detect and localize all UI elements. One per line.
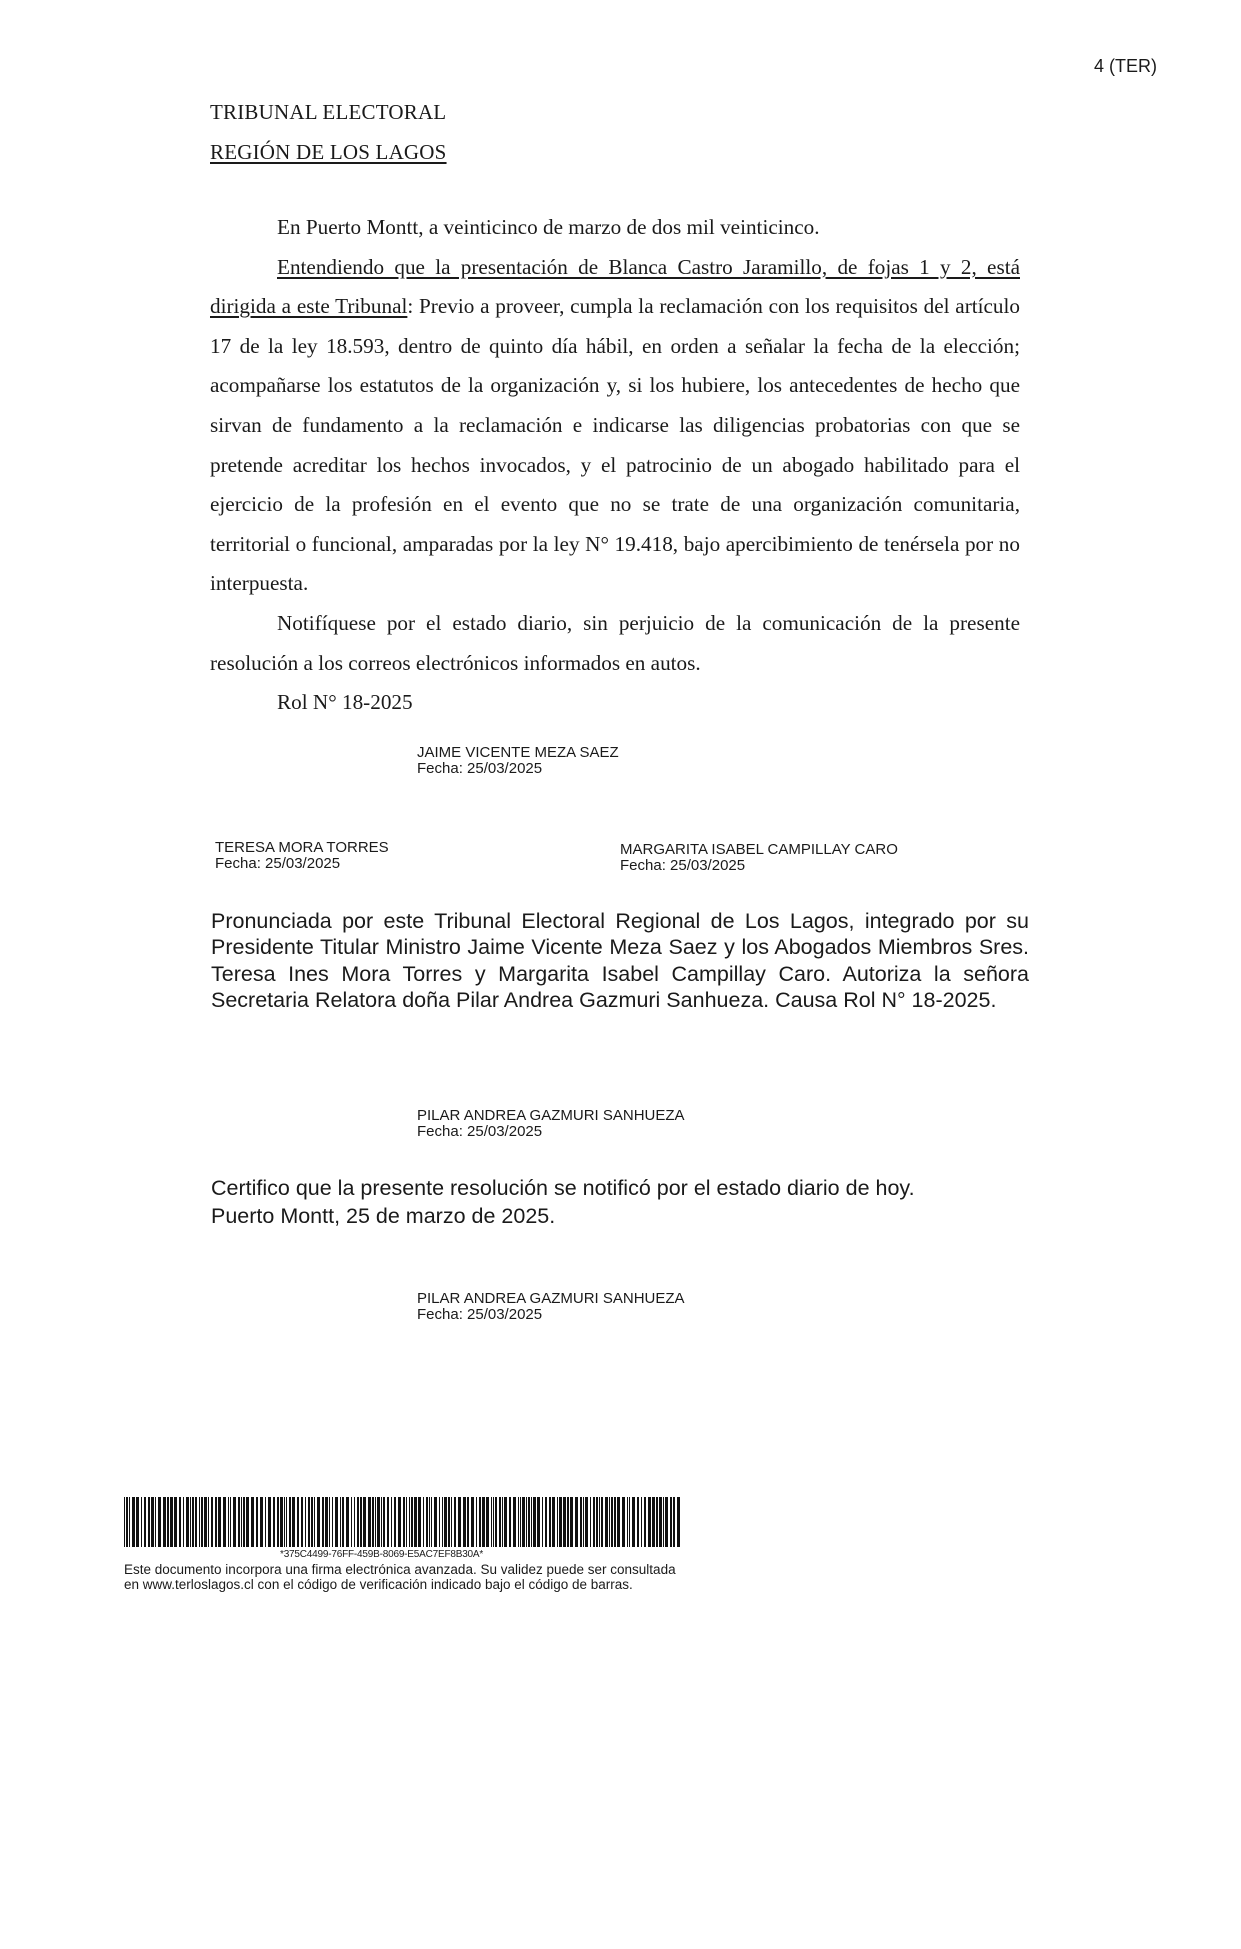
barcode-bar [632,1497,635,1547]
barcode-bar [342,1497,344,1547]
barcode-bar [141,1497,142,1547]
barcode-bar [629,1497,630,1547]
barcode-bar [215,1497,217,1547]
barcode-bar [136,1497,139,1547]
barcode-bar [251,1497,254,1547]
barcode-bar [677,1497,680,1547]
barcode-bar [509,1497,511,1547]
barcode-bar [542,1497,543,1547]
barcode-bar [491,1497,492,1547]
barcode-bar [301,1497,303,1547]
barcode-bar [665,1497,668,1547]
signature-secretary-2 [417,1291,685,1323]
barcode-bar [292,1497,295,1547]
barcode-bar [363,1497,366,1547]
barcode-bar [522,1497,525,1547]
barcode-bar [351,1497,352,1547]
barcode-bar [277,1497,279,1547]
barcode-bar [575,1497,578,1547]
signature-member-2 [620,842,898,874]
resolution-body [210,208,1020,723]
barcode-bar [557,1497,558,1547]
barcode-bar [426,1497,428,1547]
barcode-bar [246,1497,249,1547]
tribunal-region: REGIÓN DE LOS LAGOS [210,140,447,164]
signature-name: PILAR ANDREA GAZMURI SANHUEZA [417,1290,685,1307]
barcode-bar [335,1497,338,1547]
barcode-bar [593,1497,595,1547]
barcode-bar [199,1497,200,1547]
pronouncement-paragraph: Pronunciada por este Tribunal Electoral Regional de Los Lagos, integrado por su Presidente Titular Ministro Jaime Vicente Meza Saez y los Abogados Miembros Sres. Teresa Ines Mora Torres y Margarita Isabel Campillay Caro. Autoriza la señora Secretaria Relatora doña Pilar Andrea Gazmuri Sanhueza. Causa Rol N° 18-2025. [211,909,1029,1012]
barcode-bar [286,1497,287,1547]
resolution-rol: Rol N° 18-2025 [277,690,413,715]
barcode-bar [502,1497,503,1547]
resolution-main-text: : Previo a proveer, cumpla la reclamación con los requisitos del artículo 17 de la ley 18.593, dentro de quinto día hábil, en orden a señalar la fecha de la elección; acompañarse los estatutos de la organización y, si los hubiere, los antecedentes de hecho que sirvan de fundamento a la reclamación e indicarse las diligencias probatorias con que se pretende acreditar los hechos invocados, y el patrocinio de un abogado habilitado para el ejercicio de la profesión en el evento que no se trate de una organización comunitaria, territorial o funcional, amparadas por la ley N° 19.418, bajo apercibimiento de tenérsela por no interpuesta. [210,294,1021,596]
barcode-bar [641,1497,642,1547]
barcode-bar [284,1497,285,1547]
resolution-notify-paragraph: Notifíquese por el estado diario, sin perjuicio de la comunicación de la presente resolución a los correos electrónicos informados en autos. [210,610,1020,675]
barcode-bar [439,1497,440,1547]
barcode-bar [256,1497,258,1547]
barcode-bar [183,1497,184,1547]
signature-date: Fecha: 25/03/2025 [417,1123,543,1140]
barcode-bar [186,1497,189,1547]
signature-name: MARGARITA ISABEL CAMPILLAY CARO [620,841,898,858]
barcode-bar [670,1497,672,1547]
signature-secretary-1 [417,1108,685,1140]
barcode-bar [208,1497,209,1547]
barcode-bar [126,1497,128,1547]
barcode-bar [308,1497,310,1547]
verification-code: *375C4499-76FF-459B-8069-E5AC7EF8B30A* [280,1549,484,1560]
barcode-bar [423,1497,424,1547]
barcode-bar [622,1497,625,1547]
page-number: 4 (TER) [1094,56,1157,76]
barcode-bar [549,1497,551,1547]
barcode-bar [414,1497,417,1547]
barcode-bar [520,1497,521,1547]
barcode-bar [463,1497,466,1547]
certification-line-2: Puerto Montt, 25 de marzo de 2025. [211,1204,556,1228]
signature-date: Fecha: 25/03/2025 [215,855,341,872]
barcode-bar [656,1497,658,1547]
barcode-bar [637,1497,639,1547]
barcode-bar [311,1497,313,1547]
certification-line-1: Certifico que la presente resolución se notificó por el estado diario de hoy. [211,1176,915,1200]
barcode-bar [357,1497,359,1547]
signature-name: PILAR ANDREA GAZMURI SANHUEZA [417,1107,685,1124]
barcode-bar [418,1497,421,1547]
barcode-bar [451,1497,452,1547]
barcode-bar [513,1497,516,1547]
resolution-date-line: En Puerto Montt, a veinticinco de marzo de dos mil veinticinco. [277,215,820,239]
resolution-underlined-lead: Entendiendo que la presentación de Blanca Castro Jaramillo, de fojas 1 y 2, está dirigida a este Tribunal [210,254,1020,319]
barcode-bar [482,1497,485,1547]
barcode-bar [528,1497,530,1547]
signature-name: TERESA MORA TORRES [215,839,389,856]
barcode-bar [559,1497,562,1547]
barcode-bar [617,1497,620,1547]
tribunal-name: TRIBUNAL ELECTORAL [210,100,447,124]
barcode-bar [537,1497,540,1547]
barcode-bar [174,1497,177,1547]
barcode-bar [346,1497,349,1547]
barcode-bar [354,1497,355,1547]
barcode-bar [531,1497,532,1547]
barcode-bar [368,1497,371,1547]
barcode-bar [605,1497,608,1547]
barcode-bar [552,1497,555,1547]
barcode-bar [204,1497,207,1547]
barcode-bar [442,1497,443,1547]
barcode-bar [192,1497,194,1547]
barcode-bar [614,1497,616,1547]
barcode-bar [398,1497,401,1547]
barcode-bar [314,1497,315,1547]
signature-president [417,745,619,777]
barcode-bar [260,1497,263,1547]
barcode-bar [387,1497,389,1547]
barcode-bar [545,1497,547,1547]
barcode-bar [429,1497,430,1547]
barcode-bar [228,1497,229,1547]
barcode-bar [448,1497,450,1547]
barcode-bar [167,1497,169,1547]
barcode-bar [493,1497,494,1547]
barcode-bar [601,1497,603,1547]
barcode-bar [518,1497,519,1547]
barcode-bar [611,1497,613,1547]
barcode-bar [526,1497,527,1547]
barcode-bar [567,1497,569,1547]
barcode-bar [377,1497,380,1547]
barcode-bar [590,1497,591,1547]
barcode-bar [563,1497,566,1547]
barcode-bar [409,1497,410,1547]
barcode-bar [486,1497,489,1547]
barcode-bar [391,1497,392,1547]
barcode-bar [652,1497,655,1547]
barcode-bar [170,1497,173,1547]
barcode-bar [241,1497,242,1547]
verification-barcode [124,1497,680,1547]
barcode-bar [476,1497,477,1547]
barcode-bar [403,1497,405,1547]
barcode-bar [195,1497,197,1547]
barcode-bar [233,1497,236,1547]
barcode-bar [305,1497,306,1547]
barcode-bar [124,1497,125,1547]
barcode-bar [163,1497,166,1547]
barcode-bar [644,1497,646,1547]
barcode-bar [533,1497,536,1547]
barcode-bar [583,1497,584,1547]
barcode-bar [394,1497,396,1547]
barcode-bar [648,1497,651,1547]
barcode-bar [570,1497,573,1547]
barcode-bar [297,1497,299,1547]
barcode-bar [218,1497,221,1547]
barcode-bar [230,1497,231,1547]
barcode-bar [201,1497,203,1547]
barcode-bar [190,1497,191,1547]
signature-member-1 [215,840,389,872]
barcode-bar [609,1497,610,1547]
barcode-bar [406,1497,407,1547]
barcode-bar [325,1497,328,1547]
barcode-bar [289,1497,291,1547]
barcode-bar [458,1497,461,1547]
barcode-bar [265,1497,266,1547]
barcode-bar [158,1497,161,1547]
barcode-bar [372,1497,374,1547]
barcode-bar [280,1497,283,1547]
barcode-bar [663,1497,664,1547]
barcode-bar [673,1497,675,1547]
barcode-bar [471,1497,474,1547]
barcode-bar [132,1497,135,1547]
barcode-bar [381,1497,382,1547]
barcode-bar [659,1497,662,1547]
barcode-bar [375,1497,376,1547]
barcode-bar [179,1497,181,1547]
signature-date: Fecha: 25/03/2025 [620,857,746,874]
certification-text [211,1174,1029,1230]
barcode-bar [431,1497,432,1547]
verification-note: Este documento incorpora una firma electrónica avanzada. Su validez puede ser consultada en www.terloslagos.cl con el código de verificación indicado bajo el código de barras. [124,1562,676,1592]
barcode-bar [211,1497,213,1547]
barcode-bar [599,1497,600,1547]
barcode-bar [596,1497,598,1547]
barcode-bar [499,1497,501,1547]
barcode-bar [243,1497,245,1547]
signature-name: JAIME VICENTE MEZA SAEZ [417,744,619,761]
barcode-bar [580,1497,582,1547]
barcode-bar [495,1497,497,1547]
signature-date: Fecha: 25/03/2025 [417,760,543,777]
barcode-bar [479,1497,481,1547]
barcode-bar [434,1497,437,1547]
barcode-bar [411,1497,413,1547]
barcode-bar [585,1497,588,1547]
barcode-bar [238,1497,240,1547]
barcode-bar [322,1497,324,1547]
barcode-bar [268,1497,271,1547]
barcode-bar [151,1497,154,1547]
barcode-bar [144,1497,146,1547]
barcode-bar [329,1497,330,1547]
barcode-bar [223,1497,226,1547]
resolution-main-paragraph [210,248,1020,604]
barcode-bar [383,1497,385,1547]
barcode-bar [504,1497,507,1547]
signature-date: Fecha: 25/03/2025 [417,1306,543,1323]
barcode-bar [467,1497,469,1547]
barcode-bar [129,1497,130,1547]
barcode-bar [340,1497,341,1547]
barcode-bar [155,1497,156,1547]
barcode-bar [360,1497,362,1547]
barcode-bar [454,1497,456,1547]
barcode-bar [273,1497,275,1547]
barcode-bar [444,1497,447,1547]
barcode-bar [148,1497,150,1547]
barcode-bar [332,1497,333,1547]
barcode-bar [317,1497,320,1547]
barcode-bar [627,1497,628,1547]
